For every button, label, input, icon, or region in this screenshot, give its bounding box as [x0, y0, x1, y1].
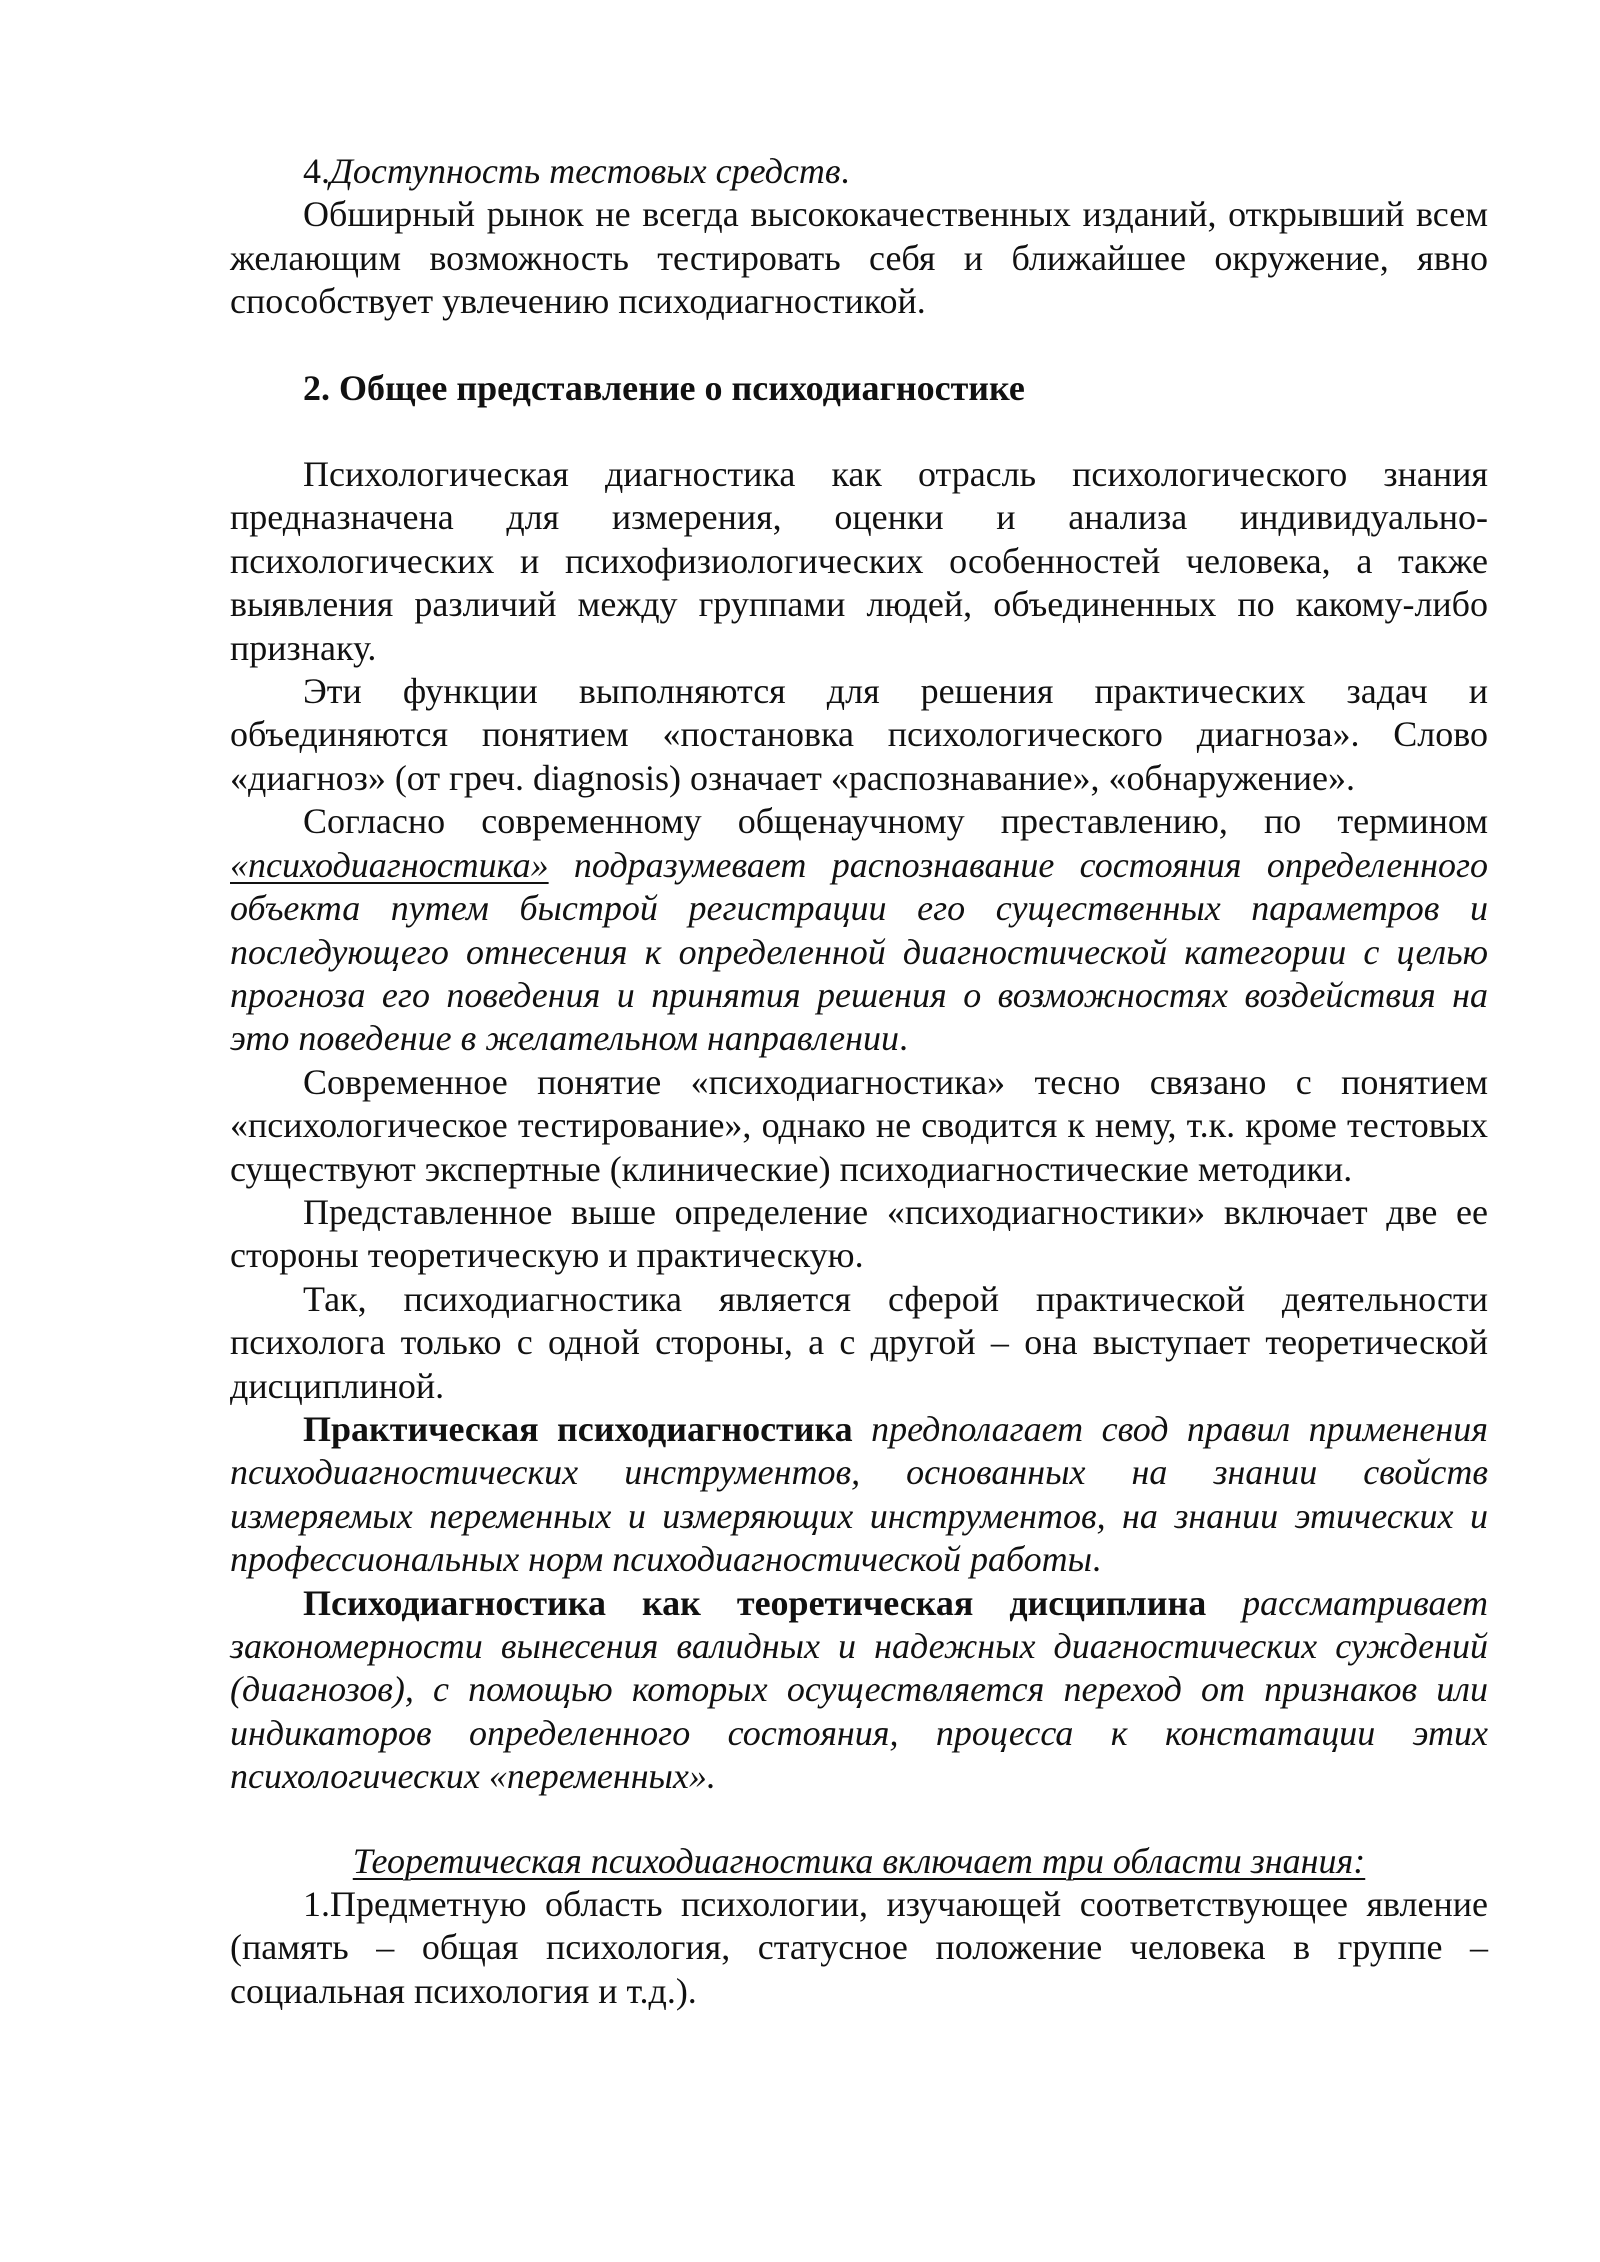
paragraph-testing: Современное понятие «психодиагностика» тесно связано с понятием «психологическое тестирование», однако не сводится к нему, т.к. кроме тестовых существуют экспертные (клинические) психодиагностические методики.: [230, 1061, 1488, 1189]
section-4-title-end: .: [840, 151, 850, 191]
section-4-title-line: [230, 150, 1488, 193]
document-body: [230, 150, 1488, 2013]
section-4-title: Доступность тестовых средств: [330, 151, 841, 191]
paragraph-term-end: .: [898, 1018, 908, 1059]
areas-title-line: [230, 1840, 1488, 1883]
areas-title: Теоретическая психодиагностика включает три области знания:: [352, 1840, 1366, 1881]
paragraph-functions: Эти функции выполняются для решения практических задач и объединяются понятием «постановка психологического диагноза». Слово «диагноз» (от греч. diagnosis) означает «распознавание», «обнаружение».: [230, 671, 1488, 798]
paragraph-discipline: Так, психодиагностика является сферой практической деятельности психолога только с одной стороны, а с другой – она выступает теоретической дисциплиной.: [230, 1278, 1488, 1406]
paragraph-term-definition: подразумевает распознавание состояния определенного объекта путем быстрой регистрации его существенных параметров и последующего отнесения к определенной диагностической категории с целью прогноза его поведения и принятия решения о возможностях воздействия на это поведение в желательном направлении: [230, 844, 1488, 1059]
term-psychodiagnostics: «психодиагностика»: [230, 844, 549, 885]
paragraph-practical: [230, 1408, 1488, 1582]
section-2-heading: 2. Общее представление о психодиагностике: [303, 367, 1025, 408]
section-4-body: Обширный рынок не всегда высококачественных изданий, открывший всем желающим возможность тестировать себя и ближайшее окружение, явно способствует увлечению психодиагностикой.: [230, 194, 1488, 322]
paragraph-term: [230, 800, 1488, 1060]
paragraph-two-sides: Представленное выше определение «психодиагностики» включает две ее стороны теоретическую и практическую.: [230, 1191, 1488, 1276]
paragraph-term-lead: Согласно современному общенаучному преставлению, по термином: [303, 801, 1488, 842]
theoretical-term: Психодиагностика как теоретическая дисциплина: [303, 1582, 1207, 1623]
practical-term: Практическая психодиагностика: [303, 1408, 853, 1449]
paragraph-definition: Психологическая диагностика как отрасль психологического знания предназначена для измерения, оценки и анализа индивидуально-психологических и психофизиологических особенностей человека, а также выявления различий между группами людей, объединенных по какому-либо признаку.: [230, 454, 1488, 668]
practical-definition: предполагает свод правил применения психодиагностических инструментов, основанных на знании свойств измеряемых переменных и измеряющих инструментов, на знании этических и профессиональных норм психодиагностической работы: [230, 1408, 1489, 1580]
areas-item-1: 1.Предметную область психологии, изучающей соответствующее явление (память – общая психология, статусное положение человека в группе – социальная психология и т.д.).: [230, 1884, 1488, 2011]
practical-end: .: [1092, 1539, 1102, 1580]
section-4-number: 4.: [303, 151, 330, 191]
paragraph-theoretical: [230, 1582, 1488, 1799]
theoretical-definition: рассматривает закономерности вынесения валидных и надежных диагностических суждений (диагнозов), с помощью которых осуществляется переход от признаков или индикаторов определенного состояния, процесса к констатации этих психологических «переменных».: [230, 1582, 1488, 1797]
